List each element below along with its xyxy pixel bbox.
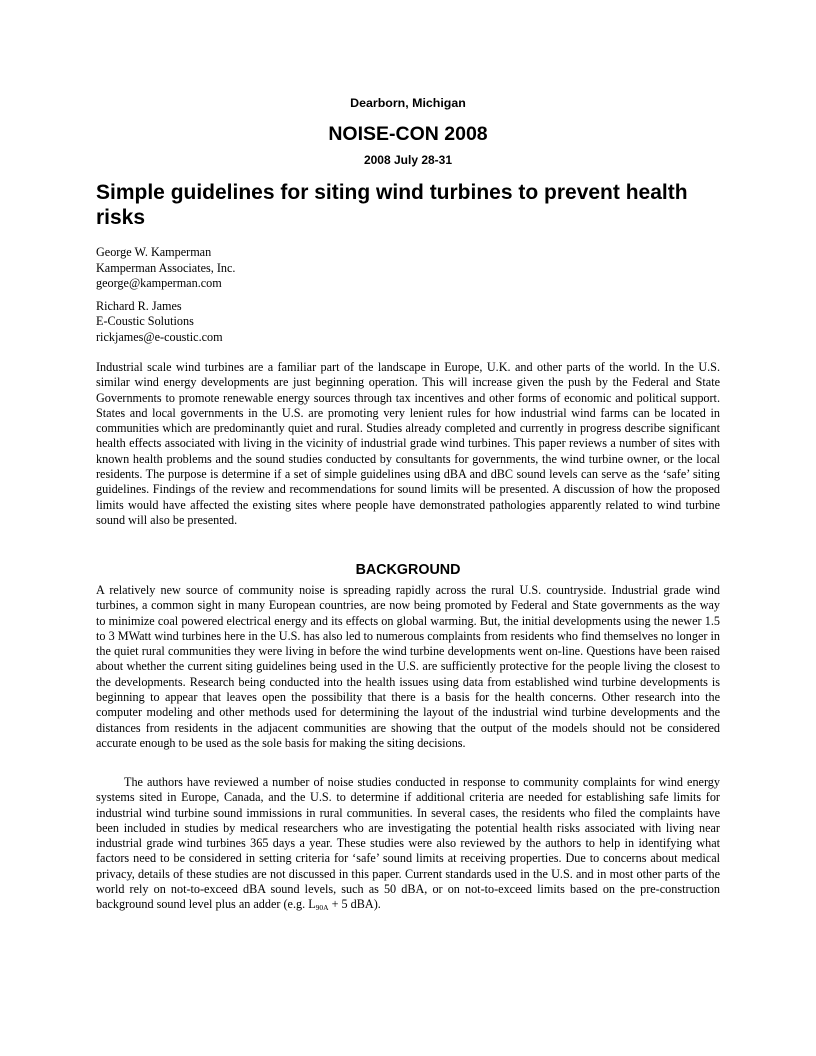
conference-dates: 2008 July 28-31 bbox=[363, 153, 453, 167]
paper-title: Simple guidelines for siting wind turbines to prevent health risks bbox=[96, 181, 688, 229]
author-affiliation: Kamperman Associates, Inc. bbox=[96, 260, 236, 275]
author-email: george@kamperman.com bbox=[96, 276, 222, 290]
body-paragraph-text: The authors have reviewed a number of noise studies conducted in response to community complaints for wind energy systems sited in Europe, Canada, and the U.S. to determine if additional criteria are needed for establishing safe limits for industrial wind turbine sound immissions in rural communities. In several cases, the residents who filed the complaints have been included in studies by medical researchers who are investigating the potential health risks associated with living near industrial grade wind turbines 365 days a year. These studies were also reviewed by the authors to help in identifying what factors need to be considered in setting criteria for ‘safe’ sound limits at receiving properties. Due to concerns about medical privacy, details of these studies are not discussed in this paper. Current standards used in the U.S. and in most other parts of the world rely on not-to-exceed dBA sound levels, such as 50 dBA, or on not-to-exceed limits based on the pre-construction background sound level plus an adder (e.g. L bbox=[96, 775, 720, 912]
body-paragraph bbox=[96, 775, 720, 913]
body-paragraph-tail: + 5 dBA). bbox=[328, 897, 381, 912]
conference-name: NOISE-CON 2008 bbox=[328, 123, 488, 145]
author-affiliation: E-Coustic Solutions bbox=[96, 314, 194, 328]
author-name: Richard R. James bbox=[96, 298, 182, 313]
author-name: George W. Kamperman bbox=[96, 245, 212, 259]
body-paragraph: A relatively new source of community noise is spreading rapidly across the rural U.S. countryside. Industrial grade wind turbines, a common sight in many European countries, are now being promoted by Federal and State governments as the way to minimize coal powered electrical energy and its effects on global warming. But, the initial developments using the newer 1.5 to 3 MWatt wind turbines here in the U.S. has also led to numerous complaints from residents who find themselves no longer in the quiet rural communities they were living in before the wind turbine developments went on-line. Questions have been raised about whether the current siting guidelines being used in the U.S. are sufficiently protective for the people living the closest to the developments. Research being conducted into the health issues using data from established wind turbine developments is beginning to appear that leaves open the possibility that there is a basis for the health concerns. Other research into the computer modeling and other methods used for determining the layout of the industrial wind turbine developments and the distances from residents in the adjacent communities are showing that the output of the models should not be considered accurate enough to be used as the sole basis for making the siting decisions. bbox=[96, 583, 720, 750]
section-heading-background: BACKGROUND bbox=[355, 562, 461, 578]
author-2 bbox=[96, 299, 720, 346]
author-block bbox=[96, 245, 720, 352]
author-1 bbox=[96, 245, 720, 292]
abstract: Industrial scale wind turbines are a familiar part of the landscape in Europe, U.K. and other parts of the world. In the U.S. similar wind energy developments are just beginning operation. This will increase given the push by the Federal and State Governments to promote renewable energy sources through tax incentives and other forms of economic and political support. States and local governments in the U.S. are promoting very lenient rules for how industrial wind farms can be located in communities which are predominantly quiet and rural. Studies already completed and currently in progress describe significant health effects associated with living in the vicinity of industrial grade wind turbines. This paper reviews a number of sites with known health problems and the sound studies conducted by consultants for governments, the wind turbine owner, or the local residents. The purpose is determine if a set of simple guidelines using dBA and dBC sound levels can serve as the ‘safe’ siting guidelines. Findings of the review and recommendations for sound limits will be presented. A discussion of how the proposed limits would have affected the existing sites where people have demonstrated pathologies apparently related to wind turbine sound will also be presented. bbox=[96, 360, 720, 527]
author-email: rickjames@e-coustic.com bbox=[96, 329, 223, 344]
subscript-text: 90A bbox=[315, 903, 329, 913]
conference-location: Dearborn, Michigan bbox=[350, 96, 466, 110]
